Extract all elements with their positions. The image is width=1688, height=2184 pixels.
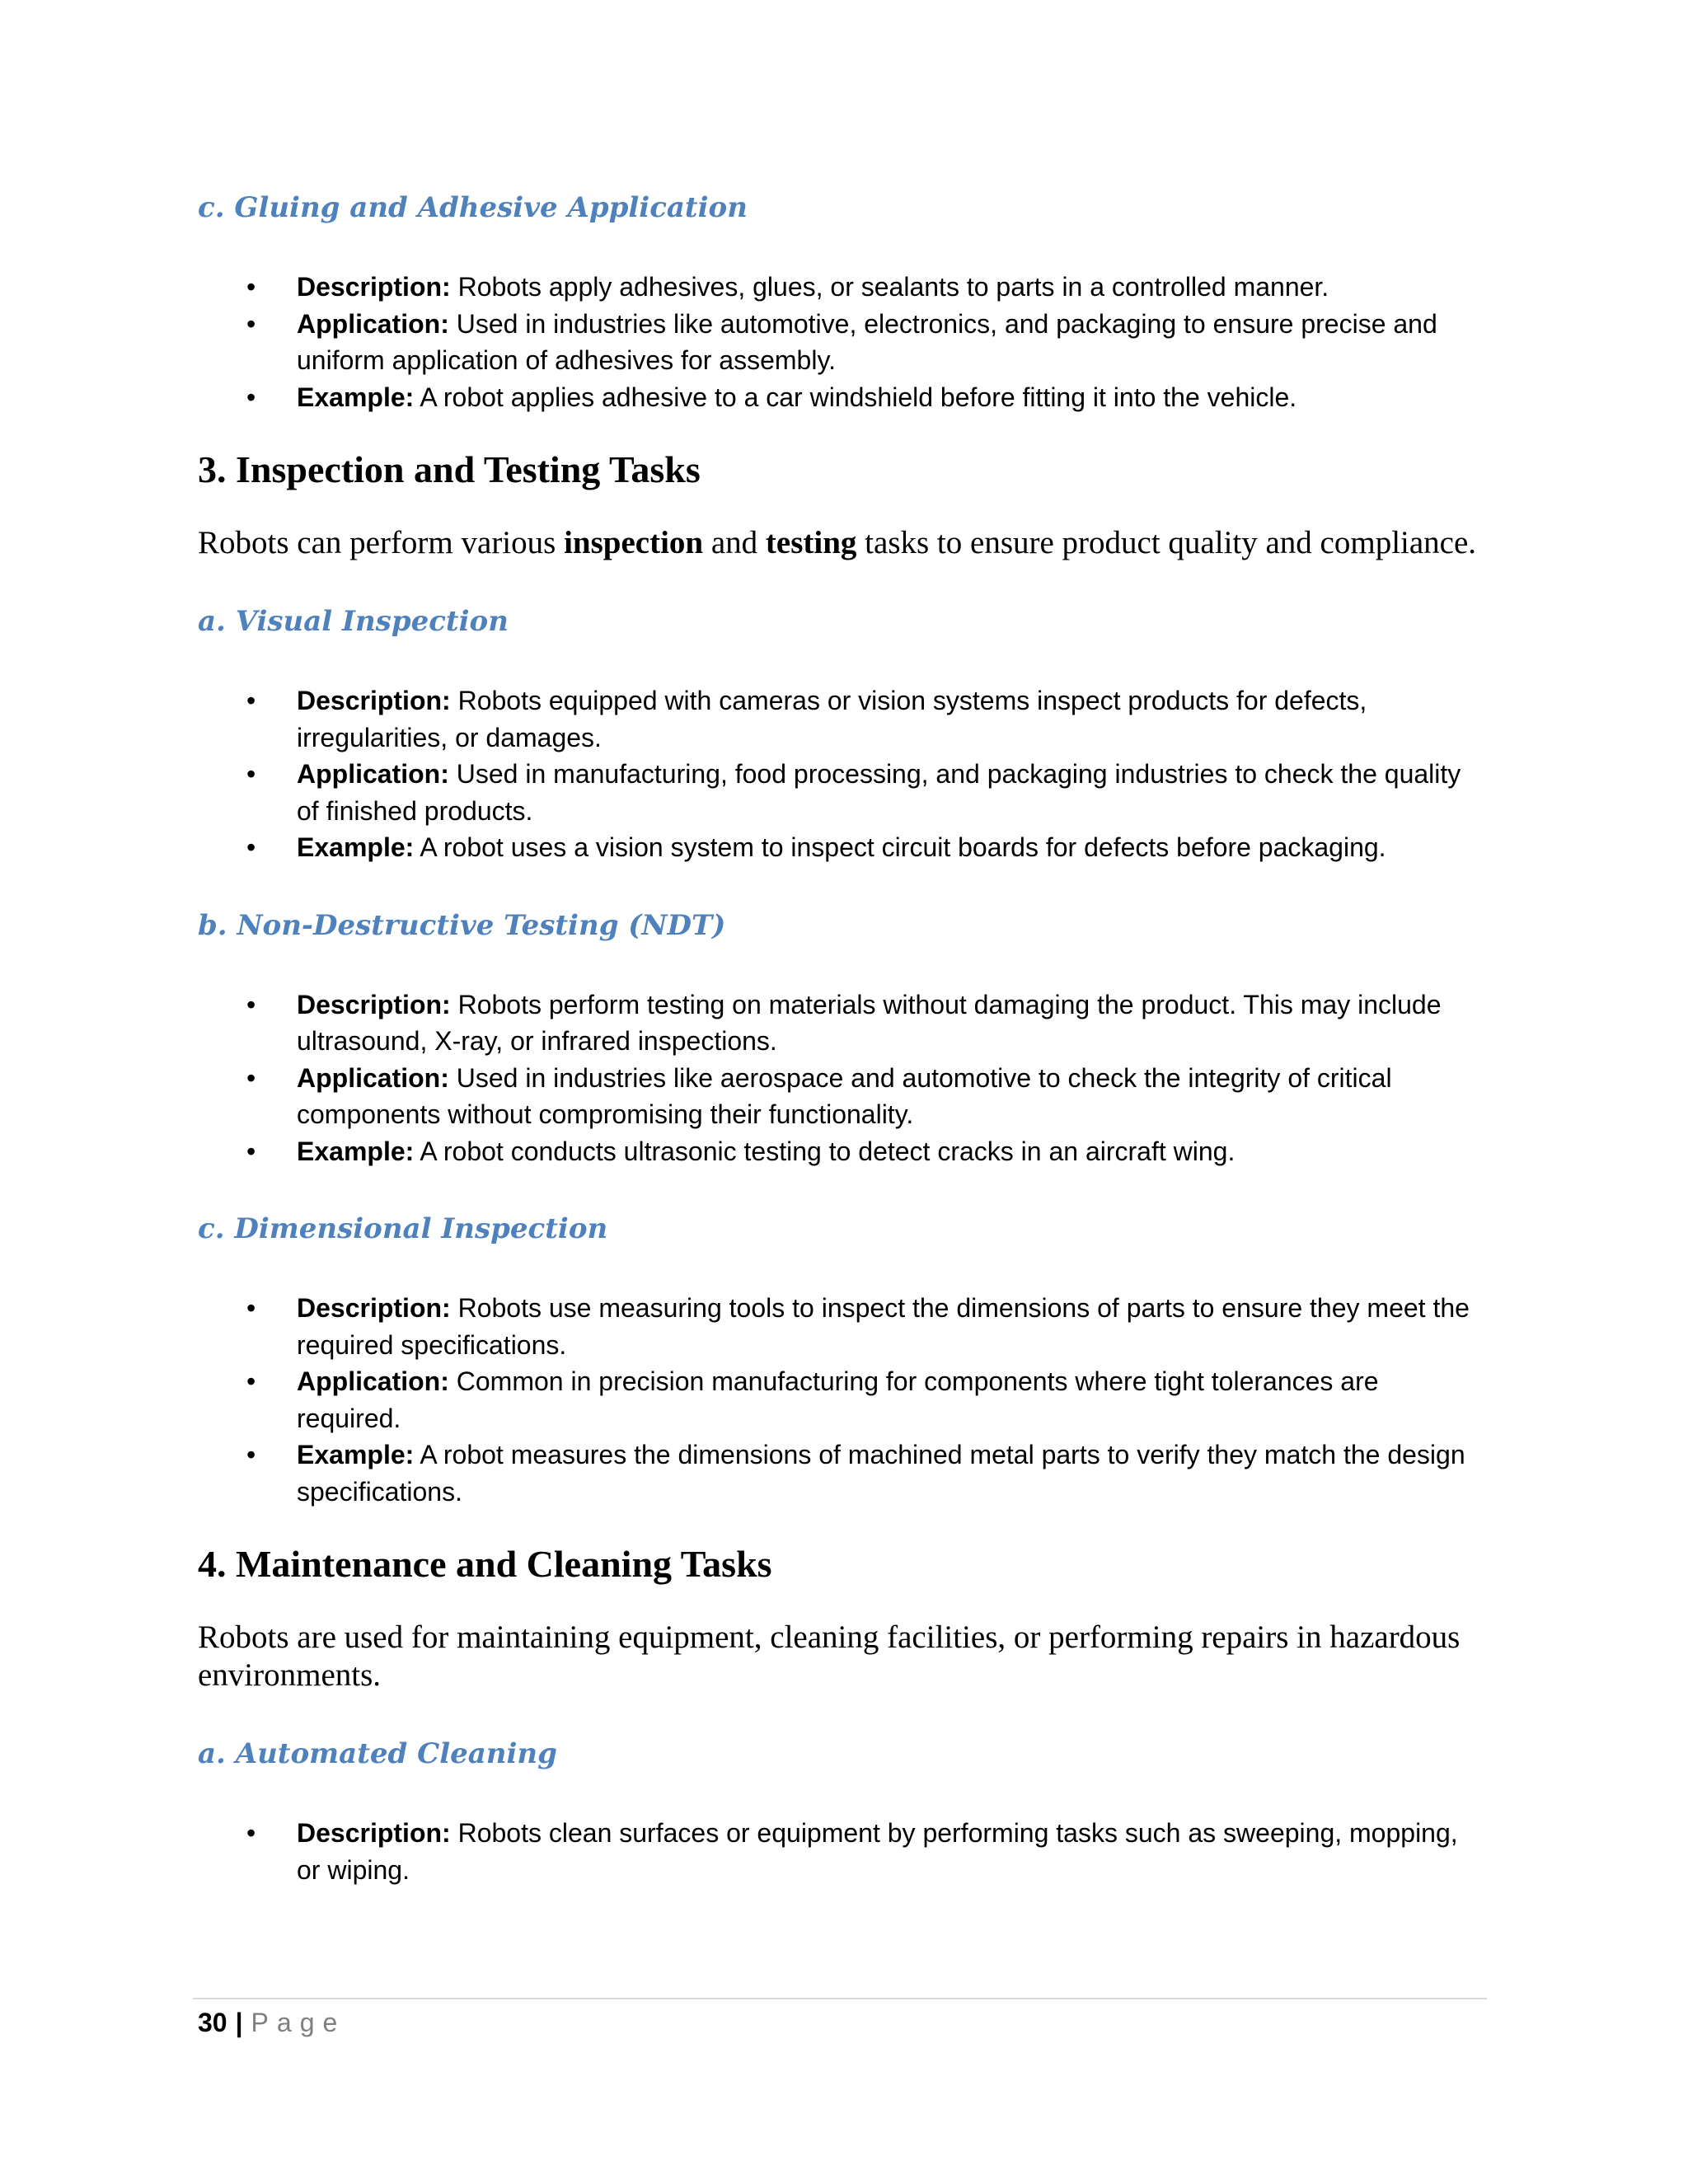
footer-separator: | xyxy=(235,2008,243,2037)
item-text: Robots use measuring tools to inspect the dimensions of parts to ensure they meet the required specifications. xyxy=(297,1293,1470,1360)
page-number: 30 xyxy=(198,2008,227,2037)
bullet-icon: • xyxy=(246,686,256,715)
list-item xyxy=(198,682,1484,756)
page-word: Page xyxy=(251,2008,346,2037)
list-item xyxy=(198,756,1484,829)
item-label: Description: xyxy=(297,989,451,1019)
item-text: Used in manufacturing, food processing, and packaging industries to check the quality of finished products. xyxy=(297,759,1461,826)
list-item xyxy=(198,379,1484,416)
item-text: Robots perform testing on materials without damaging the product. This may include ultrasound, X-ray, or infrared inspections. xyxy=(297,989,1442,1056)
list-item xyxy=(198,269,1484,306)
list-item xyxy=(198,1363,1484,1436)
list-item xyxy=(198,1290,1484,1363)
item-label: Application: xyxy=(297,1062,449,1093)
item-label: Application: xyxy=(297,308,449,339)
subsection-heading: a. Automated Cleaning xyxy=(198,1737,557,1770)
subsection-heading: c. Gluing and Adhesive Application xyxy=(198,191,748,224)
item-label: Description: xyxy=(297,1293,451,1323)
subsection-heading: a. Visual Inspection xyxy=(198,605,509,638)
item-text: Robots clean surfaces or equipment by performing tasks such as sweeping, mopping, or wiping. xyxy=(297,1818,1458,1885)
bullet-list xyxy=(198,987,1484,1170)
list-item xyxy=(198,1060,1484,1133)
bullet-list xyxy=(198,1815,1484,1888)
item-label: Example: xyxy=(297,1136,415,1166)
bullet-icon: • xyxy=(246,832,256,862)
item-text: A robot measures the dimensions of machined metal parts to verify they match the design specifications. xyxy=(297,1440,1465,1507)
paragraph-text: Robots are used for maintaining equipment, cleaning facilities, or performing repairs in hazardous environments. xyxy=(198,1619,1461,1693)
emphasis-text: inspection xyxy=(564,525,704,560)
intro-paragraph xyxy=(198,524,1484,562)
subsection-heading: c. Dimensional Inspection xyxy=(198,1212,608,1245)
list-item xyxy=(198,1436,1484,1510)
bullet-icon: • xyxy=(246,1293,256,1323)
item-text: A robot applies adhesive to a car windshield before fitting it into the vehicle. xyxy=(414,382,1297,412)
bullet-icon: • xyxy=(246,1818,256,1848)
section-heading: 3. Inspection and Testing Tasks xyxy=(198,448,701,490)
item-label: Application: xyxy=(297,1366,449,1396)
bullet-list xyxy=(198,1290,1484,1510)
bullet-icon: • xyxy=(246,272,256,302)
item-text: Common in precision manufacturing for components where tight tolerances are required. xyxy=(297,1366,1379,1433)
paragraph-text: tasks to ensure product quality and compliance. xyxy=(856,525,1477,560)
item-label: Example: xyxy=(297,382,415,412)
footer-divider xyxy=(193,1998,1487,1999)
subsection-heading: b. Non-Destructive Testing (NDT) xyxy=(198,908,726,942)
item-label: Example: xyxy=(297,1440,415,1469)
list-item xyxy=(198,829,1484,866)
document-page xyxy=(198,190,1484,1888)
bullet-list xyxy=(198,269,1484,415)
item-text: Used in industries like automotive, electronics, and packaging to ensure precise and uniform application of adhesives for assembly. xyxy=(297,308,1437,375)
list-item xyxy=(198,306,1484,379)
intro-paragraph xyxy=(198,1619,1484,1694)
bullet-icon: • xyxy=(246,308,256,339)
list-item xyxy=(198,987,1484,1060)
bullet-icon: • xyxy=(246,1136,256,1166)
section-heading: 4. Maintenance and Cleaning Tasks xyxy=(198,1543,772,1585)
item-text: Used in industries like aerospace and automotive to check the integrity of critical components without compromising their functionality. xyxy=(297,1062,1392,1129)
item-label: Description: xyxy=(297,272,451,302)
list-item xyxy=(198,1815,1484,1888)
item-label: Description: xyxy=(297,686,451,715)
paragraph-text: Robots can perform various xyxy=(198,525,565,560)
item-label: Application: xyxy=(297,759,449,789)
item-text: A robot uses a vision system to inspect circuit boards for defects before packaging. xyxy=(414,832,1386,862)
bullet-icon: • xyxy=(246,1366,256,1396)
emphasis-text: testing xyxy=(765,525,857,560)
item-label: Description: xyxy=(297,1818,451,1848)
paragraph-text: and xyxy=(703,525,766,560)
bullet-icon: • xyxy=(246,1440,256,1469)
bullet-icon: • xyxy=(246,759,256,789)
item-label: Example: xyxy=(297,832,415,862)
bullet-icon: • xyxy=(246,1062,256,1093)
item-text: Robots equipped with cameras or vision systems inspect products for defects, irregularities, or damages. xyxy=(297,686,1367,752)
list-item xyxy=(198,1133,1484,1170)
bullet-list xyxy=(198,682,1484,866)
page-footer xyxy=(198,2004,345,2041)
bullet-icon: • xyxy=(246,989,256,1019)
item-text: Robots apply adhesives, glues, or sealants to parts in a controlled manner. xyxy=(450,272,1329,302)
bullet-icon: • xyxy=(246,382,256,412)
item-text: A robot conducts ultrasonic testing to detect cracks in an aircraft wing. xyxy=(414,1136,1236,1166)
